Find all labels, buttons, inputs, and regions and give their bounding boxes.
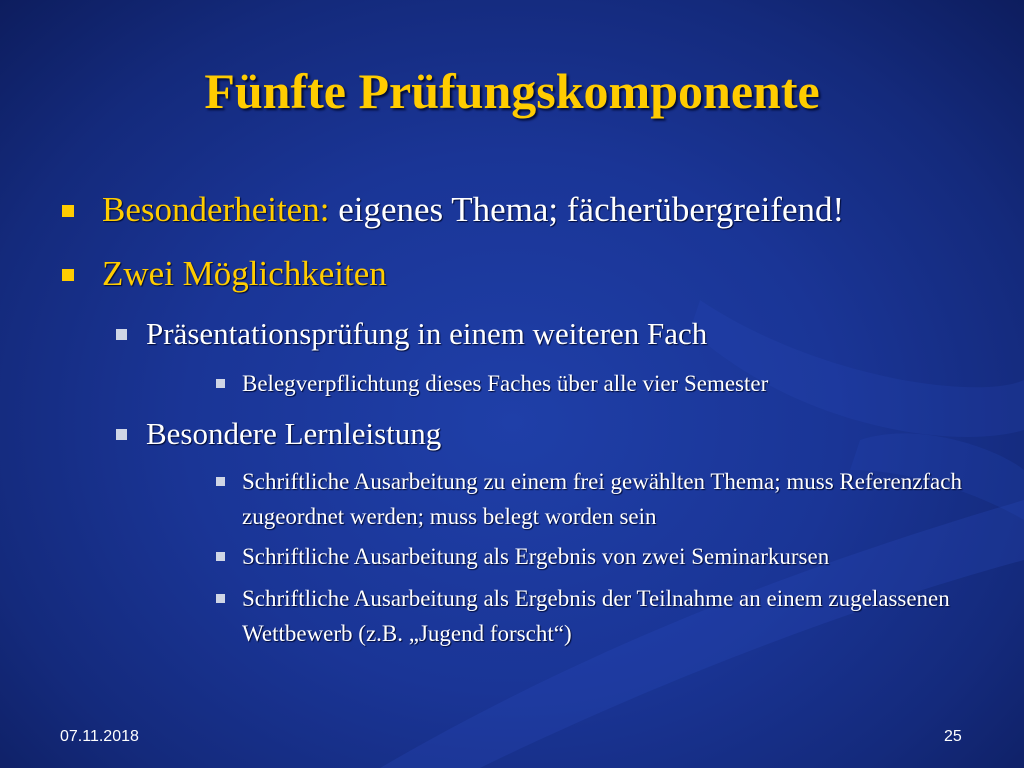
bullet-zwei-moeglichkeiten [62,254,387,294]
option-label: Präsentationsprüfung in einem weiteren Fach [146,316,708,351]
option-label: Besondere Lernleistung [146,416,442,451]
detail-ausarbeitung-seminarkurse [216,539,982,574]
detail-ausarbeitung-wettbewerb [216,581,982,651]
page-number: 25 [944,728,962,745]
bullet-square-icon [216,379,225,388]
detail-text: Belegverpflichtung dieses Faches über alle vier Semester [242,371,769,396]
detail-text: Schriftliche Ausarbeitung als Ergebnis von zwei Seminarkursen [242,544,830,569]
bullet-square-icon [216,594,225,603]
bullet-square-icon [216,477,225,486]
option-praesentationspruefung [116,316,707,352]
detail-text: Schriftliche Ausarbeitung als Ergebnis der Teilnahme an einem zugelassenen Wettbewerb (z.B. „Jugend forscht“) [242,586,950,646]
detail-text: Schriftliche Ausarbeitung zu einem frei gewählten Thema; muss Referenzfach zugeordnet werden; muss belegt worden sein [242,469,962,529]
footer-date: 07.11.2018 [60,728,139,745]
slide-title: Fünfte Prüfungskomponente [204,63,820,119]
bullet-square-icon [62,269,74,281]
bullet-square-icon [116,429,127,440]
detail-belegverpflichtung [216,366,982,401]
bullet-text: eigenes Thema; fächerübergreifend! [338,190,845,229]
bullet-square-icon [62,205,74,217]
bullet-square-icon [116,329,127,340]
bullet-label: Zwei Möglichkeiten [102,254,387,293]
detail-ausarbeitung-thema [216,464,982,534]
bullet-besonderheiten [62,190,844,230]
bullet-square-icon [216,552,225,561]
bullet-label: Besonderheiten: [102,190,330,229]
option-besondere-lernleistung [116,416,441,452]
